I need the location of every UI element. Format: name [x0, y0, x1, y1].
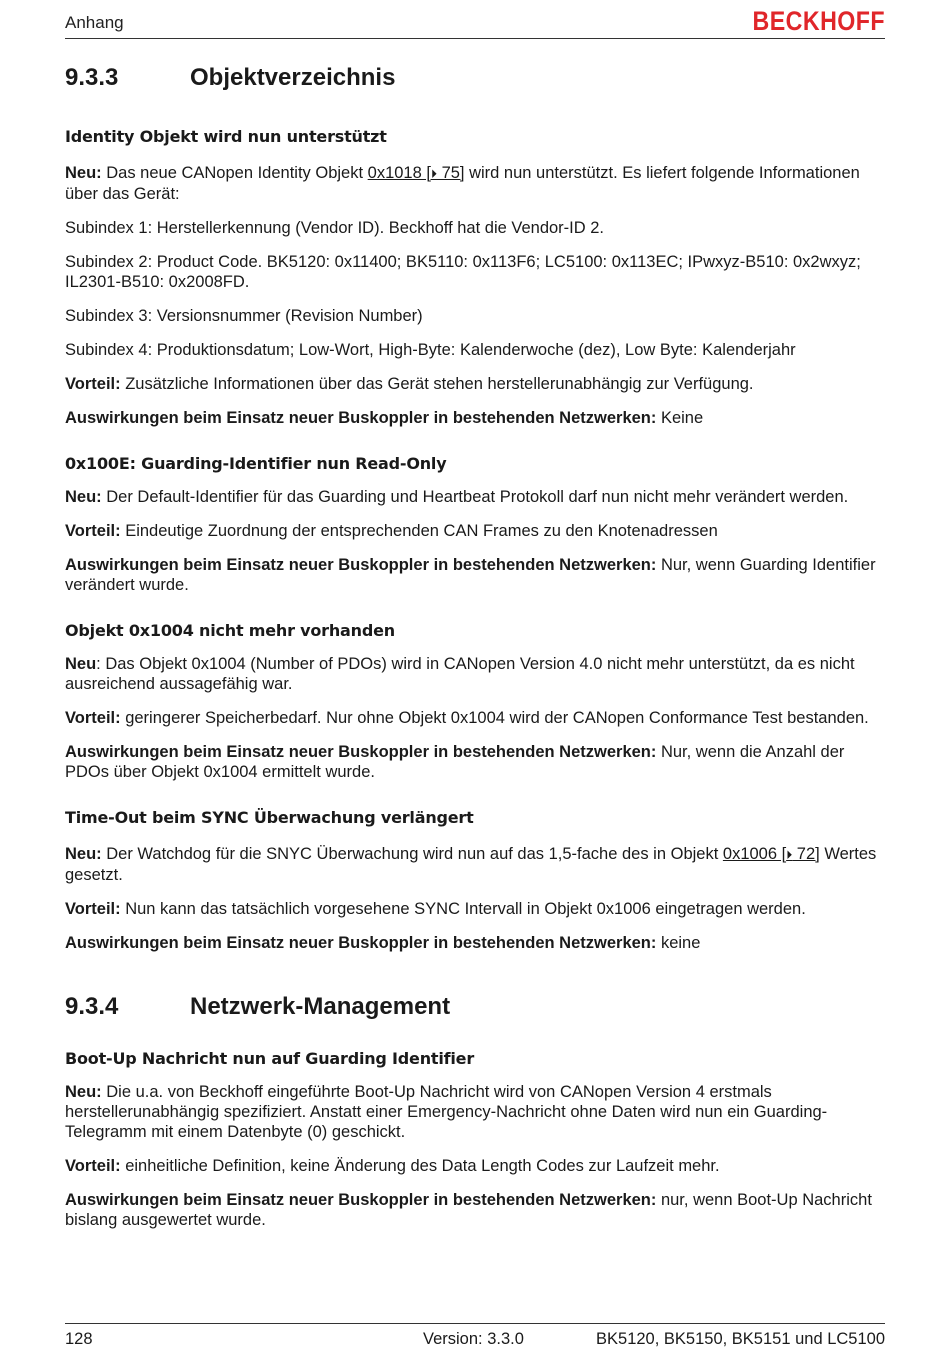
object-0x1006-link[interactable]: 0x1006 [⏵ 72] [722, 845, 820, 863]
paragraph-vorteil: Vorteil: Zusätzliche Informationen über das Gerät stehen herstellerunabhängig zur Verfügung. [65, 375, 754, 393]
paragraph-neu: Neu: Das neue CANopen Identity Objekt 0x1018 [⏵ 75] wird nun unterstützt. Es liefert folgende Informationen über das Gerät: [65, 164, 860, 203]
paragraph-neu: Neu: Das Objekt 0x1004 (Number of PDOs) wird in CANopen Version 4.0 nicht mehr unterstützt, da es nicht ausreichend aussagefähig war. [65, 655, 855, 693]
section-heading-9-3-3 [65, 64, 885, 92]
subheading-bootup: Boot-Up Nachricht nun auf Guarding Identifier [65, 1049, 475, 1068]
page-header [65, 8, 885, 39]
paragraph-neu: Neu: Die u.a. von Beckhoff eingeführte Boot-Up Nachricht wird von CANopen Version 4 erstmals herstellerunabhängig spezifiziert. Anstatt einer Emergency-Nachricht ohne Daten wird nun ein Guarding-Telegramm mit einem Datenbyte (0) geschickt. [65, 1083, 828, 1141]
paragraph-vorteil: Vorteil: einheitliche Definition, keine Änderung des Data Length Codes zur Laufzeit mehr. [65, 1157, 720, 1175]
paragraph-auswirkungen: Auswirkungen beim Einsatz neuer Buskoppler in bestehenden Netzwerken: keine [65, 934, 701, 952]
paragraph-neu: Neu: Der Default-Identifier für das Guarding und Heartbeat Protokoll darf nun nicht mehr verändert werden. [65, 488, 849, 506]
section-title: Netzwerk-Management [190, 993, 451, 1020]
subheading-object-1004: Objekt 0x1004 nicht mehr vorhanden [65, 621, 395, 640]
page-footer [65, 1323, 885, 1354]
page-ref-arrow-icon: ⏵ [786, 848, 793, 862]
page-ref-arrow-icon: ⏵ [430, 167, 437, 181]
subheading-guarding: 0x100E: Guarding-Identifier nun Read-Only [65, 454, 447, 473]
header-section-name: Anhang [65, 13, 124, 32]
paragraph-neu: Neu: Der Watchdog für die SNYC Überwachung wird nun auf das 1,5-fache des in Objekt 0x1006 [⏵ 72] Wertes gesetzt. [65, 845, 877, 884]
document-version: Version: 3.3.0 [423, 1330, 524, 1348]
paragraph-vorteil: Vorteil: geringerer Speicherbedarf. Nur ohne Objekt 0x1004 wird der CANopen Conformance Test bestanden. [65, 709, 869, 727]
paragraph-vorteil: Vorteil: Nun kann das tatsächlich vorgesehene SYNC Intervall in Objekt 0x1006 eingetragen werden. [65, 900, 806, 918]
paragraph-auswirkungen: Auswirkungen beim Einsatz neuer Buskoppler in bestehenden Netzwerken: Nur, wenn Guarding Identifier verändert wurde. [65, 556, 876, 594]
paragraph-subindex-3: Subindex 3: Versionsnummer (Revision Number) [65, 307, 423, 325]
paragraph-auswirkungen: Auswirkungen beim Einsatz neuer Buskoppler in bestehenden Netzwerken: nur, wenn Boot-Up Nachricht bislang ausgewertet wurde. [65, 1191, 872, 1229]
paragraph-subindex-2: Subindex 2: Product Code. BK5120: 0x11400; BK5110: 0x113F6; LC5100: 0x113EC; IPwxyz-B510: 0x2wxyz; IL2301-B510: 0x2008FD. [65, 253, 861, 291]
paragraph-auswirkungen: Auswirkungen beim Einsatz neuer Buskoppler in bestehenden Netzwerken: Nur, wenn die Anzahl der PDOs über Objekt 0x1004 ermittelt wurde. [65, 743, 845, 781]
product-names: BK5120, BK5150, BK5151 und LC5100 [596, 1330, 885, 1348]
subheading-sync-timeout: Time-Out beim SYNC Überwachung verlängert [65, 808, 474, 827]
paragraph-subindex-4: Subindex 4: Produktionsdatum; Low-Wort, High-Byte: Kalenderwoche (dez), Low Byte: Kalenderjahr [65, 341, 796, 359]
section-number: 9.3.3 [65, 64, 119, 91]
beckhoff-logo: BECKHOFF [752, 6, 885, 36]
object-0x1018-link[interactable]: 0x1018 [⏵ 75] [367, 164, 465, 182]
paragraph-vorteil: Vorteil: Eindeutige Zuordnung der entsprechenden CAN Frames zu den Knotenadressen [65, 522, 718, 540]
section-heading-9-3-4 [65, 993, 885, 1021]
section-number: 9.3.4 [65, 993, 119, 1020]
subheading-identity: Identity Objekt wird nun unterstützt [65, 127, 387, 146]
paragraph-auswirkungen: Auswirkungen beim Einsatz neuer Buskoppler in bestehenden Netzwerken: Keine [65, 409, 704, 427]
paragraph-subindex-1: Subindex 1: Herstellerkennung (Vendor ID). Beckhoff hat die Vendor-ID 2. [65, 219, 605, 237]
page-content [65, 64, 885, 1230]
section-title: Objektverzeichnis [190, 64, 396, 91]
page-number: 128 [65, 1330, 93, 1348]
